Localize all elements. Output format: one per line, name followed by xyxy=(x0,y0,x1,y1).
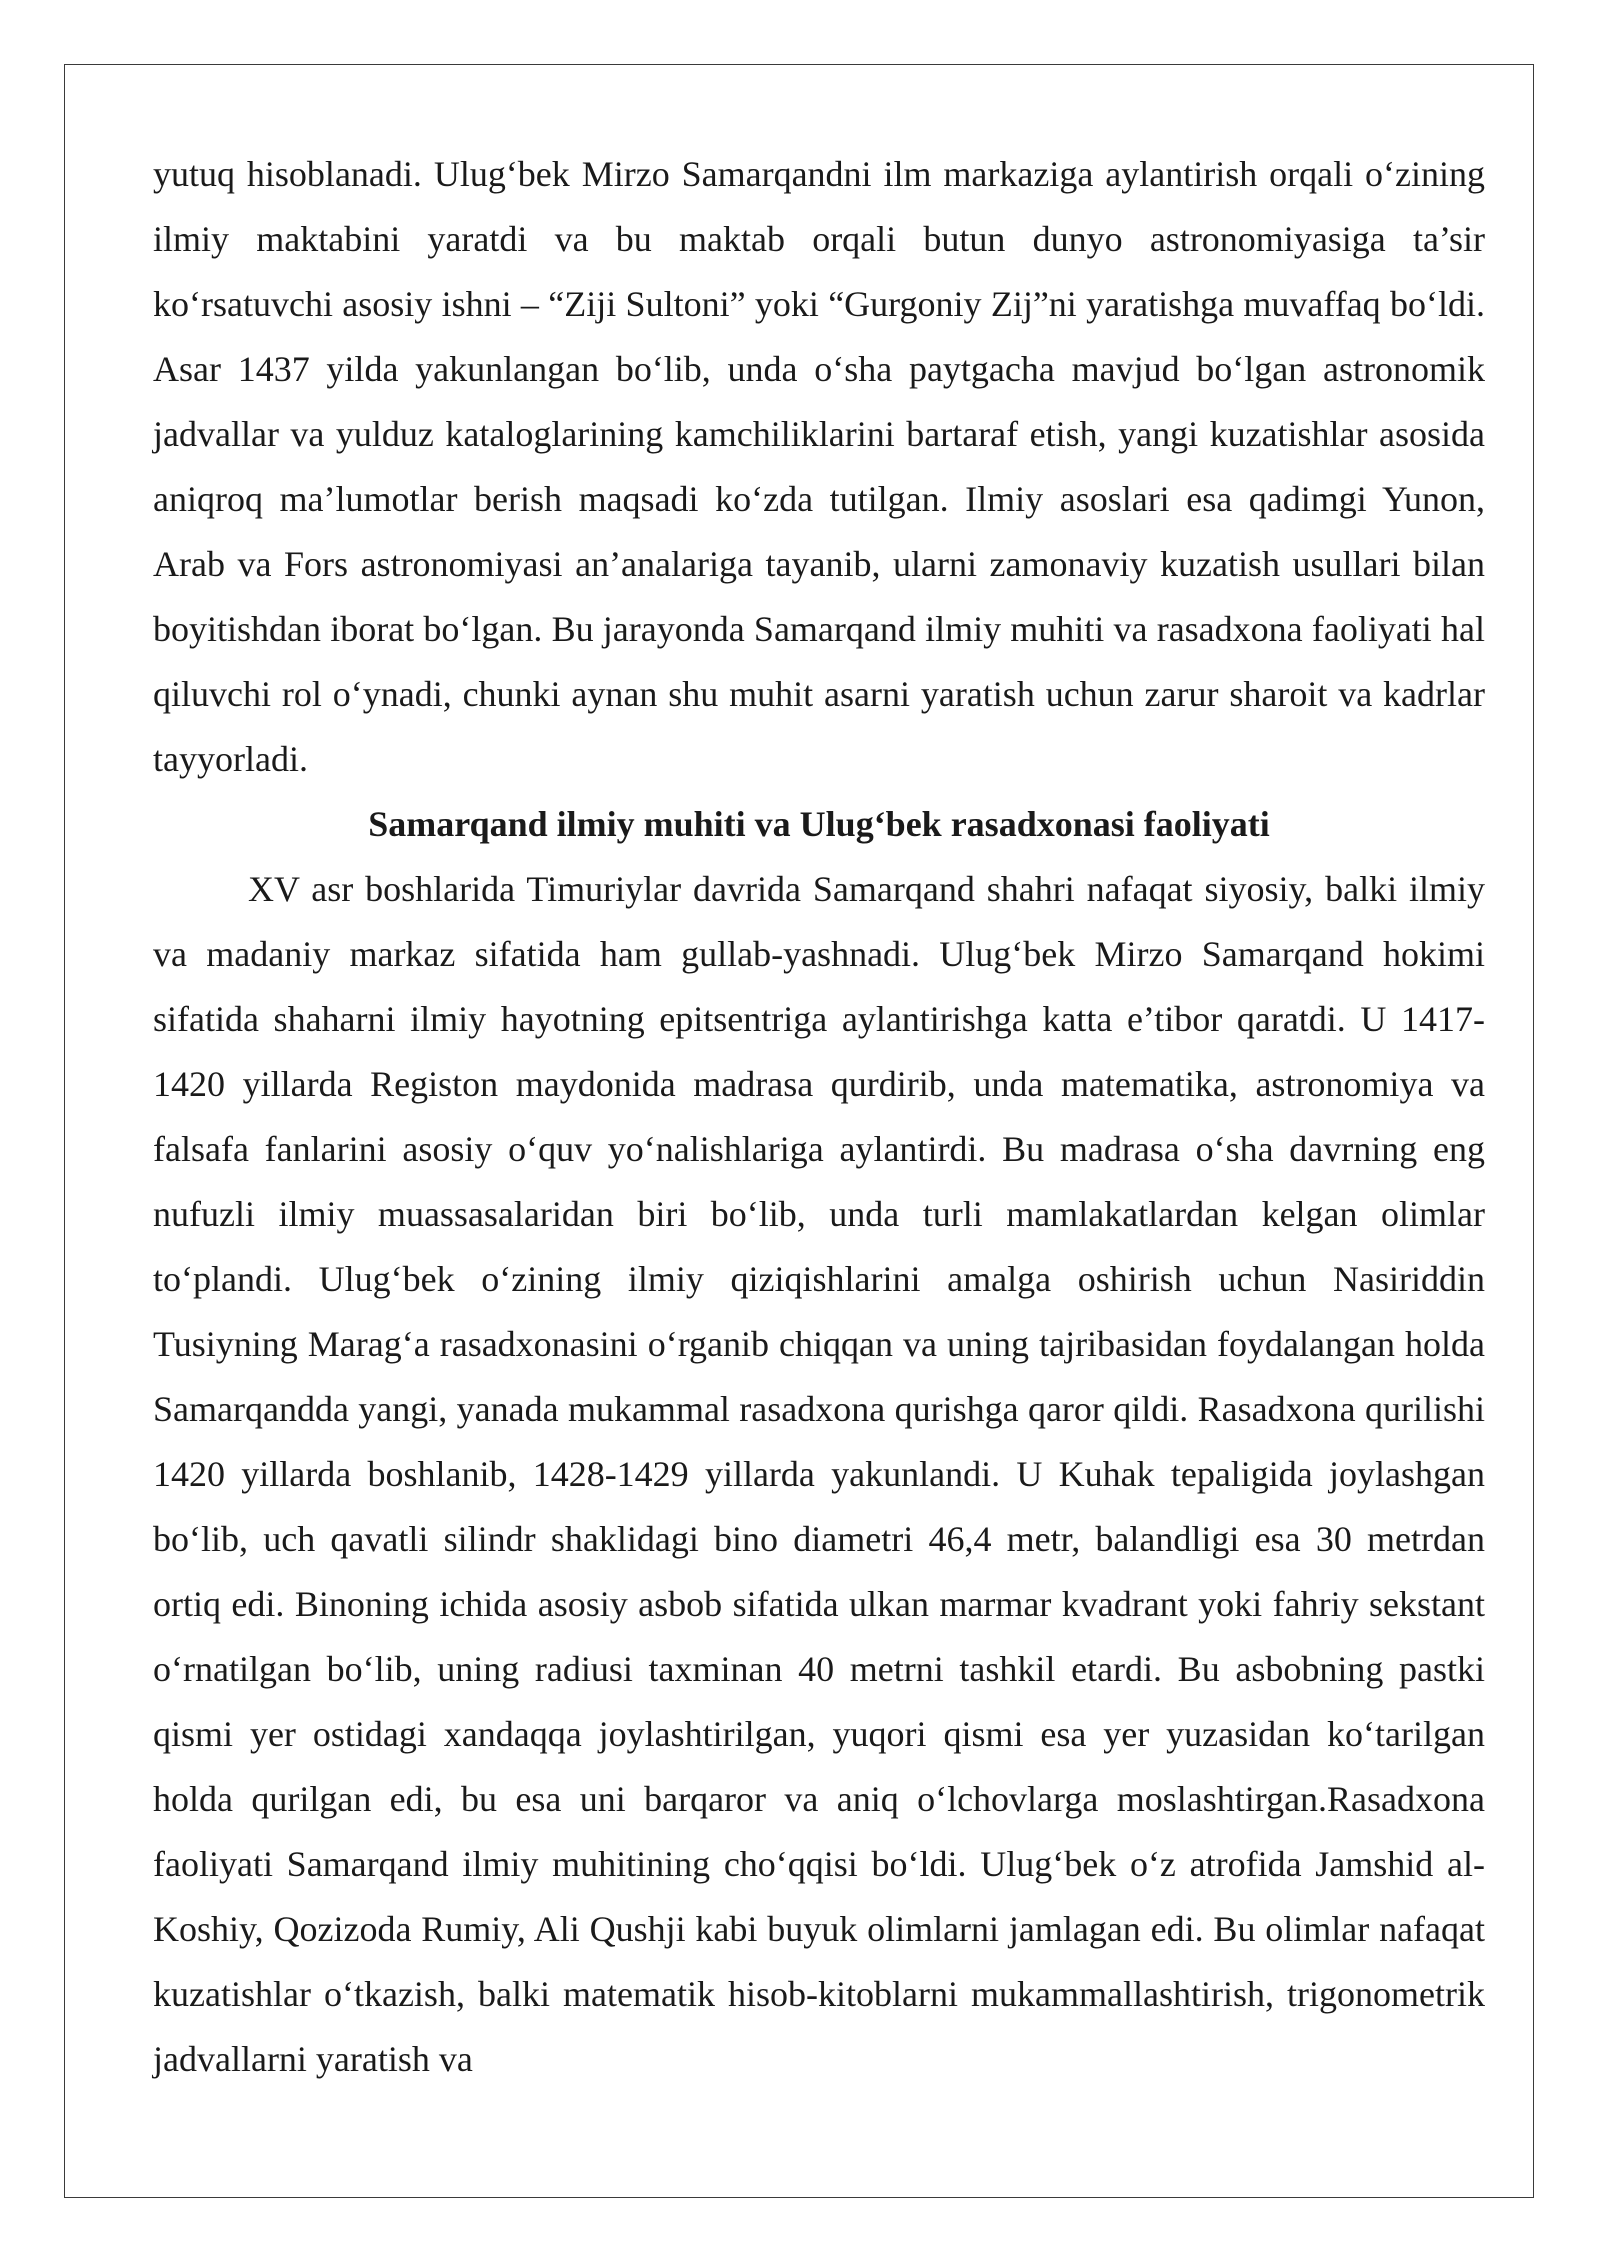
section-heading: Samarqand ilmiy muhiti va Ulug‘bek rasadxonasi faoliyati xyxy=(368,804,1270,844)
paragraph-body: XV asr boshlarida Timuriylar davrida Samarqand shahri nafaqat siyosiy, balki ilmiy va madaniy markaz sifatida ham gullab-yashnadi. Ulug‘bek Mirzo Samarqand hokimi sifatida shaharni ilmiy hayotning epitsentriga aylantirishga katta e’tibor qaratdi. U 1417-1420 yillarda Registon maydonida madrasa qurdirib, unda matematika, astronomiya va falsafa fanlarini asosiy o‘quv yo‘nalishlariga aylantirdi. Bu madrasa o‘sha davrning eng nufuzli ilmiy muassasalaridan biri bo‘lib, unda turli mamlakatlardan kelgan olimlar to‘plandi. Ulug‘bek o‘zining ilmiy qiziqishlarini amalga oshirish uchun Nasiriddin Tusiyning Marag‘a rasadxonasini o‘rganib chiqqan va uning tajribasidan foydalangan holda Samarqandda yangi, yanada mukammal rasadxona qurishga qaror qildi. Rasadxona qurilishi 1420 yillarda boshlanib, 1428-1429 yillarda yakunlandi. U Kuhak tepaligida joylashgan bo‘lib, uch qavatli silindr shaklidagi bino diametri 46,4 metr, balandligi esa 30 metrdan ortiq edi. Binoning ichida asosiy asbob sifatida ulkan marmar kvadrant yoki fahriy sekstant o‘rnatilgan bo‘lib, uning radiusi taxminan 40 metrni tashkil etardi. Bu asbobning pastki qismi yer ostidagi xandaqqa joylashtirilgan, yuqori qismi esa yer yuzasidan ko‘tarilgan holda qurilgan edi, bu esa uni barqaror va aniq o‘lchovlarga moslashtirgan.Rasadxona faoliyati Samarqand ilmiy muhitining cho‘qqisi bo‘ldi. Ulug‘bek o‘z atrofida Jamshid al-Koshiy, Qozizoda Rumiy, Ali Qushji kabi buyuk olimlarni jamlagan edi. Bu olimlar nafaqat kuzatishlar o‘tkazish, balki matematik hisob-kitoblarni mukammallashtirish, trigonometrik jadvallarni yaratish va xyxy=(153,869,1485,2079)
paragraph-continuation: yutuq hisoblanadi. Ulug‘bek Mirzo Samarqandni ilm markaziga aylantirish orqali o‘zining ilmiy maktabini yaratdi va bu maktab orqali butun dunyo astronomiyasiga ta’sir ko‘rsatuvchi asosiy ishni – “Ziji Sultoni” yoki “Gurgoniy Zij”ni yaratishga muvaffaq bo‘ldi. Asar 1437 yilda yakunlangan bo‘lib, unda o‘sha paytgacha mavjud bo‘lgan astronomik jadvallar va yulduz kataloglarining kamchiliklarini bartaraf etish, yangi kuzatishlar asosida aniqroq ma’lumotlar berish maqsadi ko‘zda tutilgan. Ilmiy asoslari esa qadimgi Yunon, Arab va Fors astronomiyasi an’analariga tayanib, ularni zamonaviy kuzatish usullari bilan boyitishdan iborat bo‘lgan. Bu jarayonda Samarqand ilmiy muhiti va rasadxona faoliyati hal qiluvchi rol o‘ynadi, chunki aynan shu muhit asarni yaratish uchun zarur sharoit va kadrlar tayyorladi. xyxy=(153,154,1485,779)
document-body xyxy=(153,142,1485,2092)
